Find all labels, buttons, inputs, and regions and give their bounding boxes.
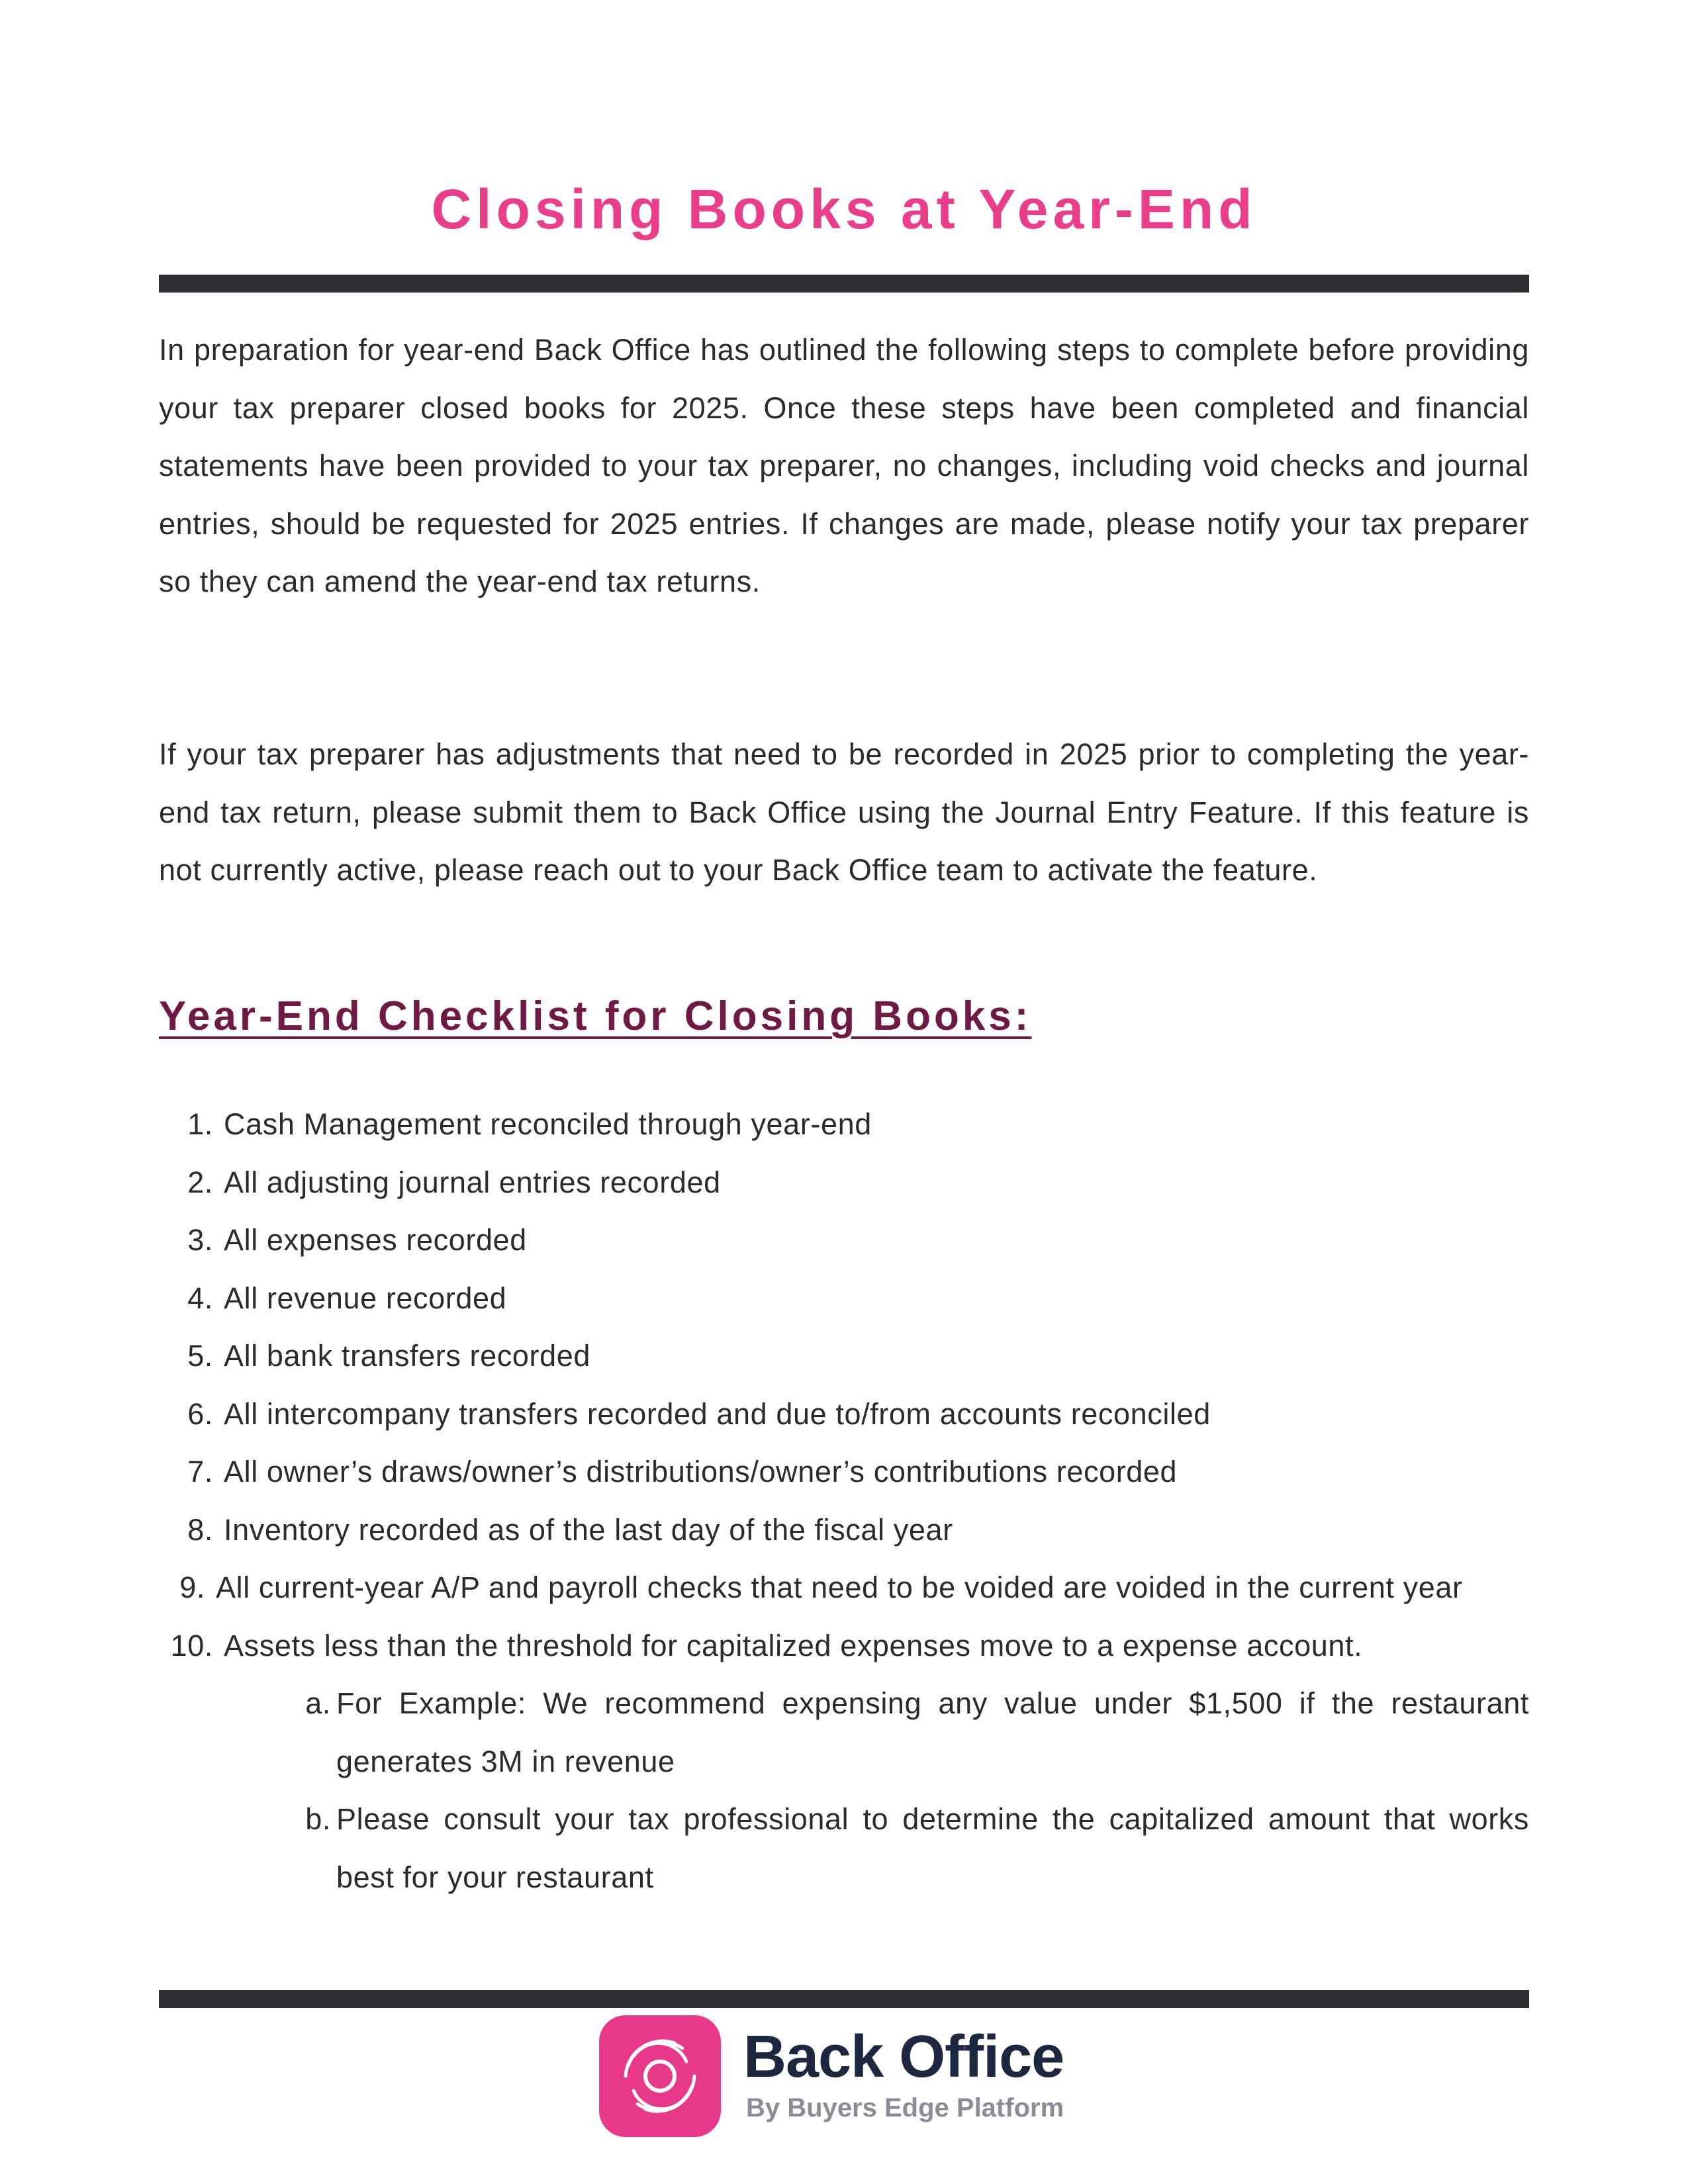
item-text: All intercompany transfers recorded and due to/from accounts reconciled: [224, 1396, 1211, 1431]
sub-item-letter: b.: [305, 1802, 331, 1836]
checklist-heading: Year-End Checklist for Closing Books:: [159, 993, 1032, 1039]
item-number: 9.: [179, 1570, 205, 1604]
checklist-item: [159, 1559, 1529, 1617]
sub-item-text: For Example: We recommend expensing any value under $1,500 if the restaurant generates 3M in revenue: [336, 1686, 1529, 1778]
item-number: 6.: [187, 1396, 213, 1431]
checklist-item: [159, 1617, 1529, 1907]
item-text: All current-year A/P and payroll checks that need to be voided are voided in the current year: [216, 1570, 1463, 1604]
item-text: Inventory recorded as of the last day of the fiscal year: [224, 1512, 953, 1547]
logo-name: Back Office: [743, 2024, 1064, 2090]
checklist-item: [159, 1443, 1529, 1501]
checklist-item: [159, 1501, 1529, 1559]
top-divider: [159, 275, 1529, 293]
sublist-item: [224, 1674, 1529, 1790]
intro-paragraph: In preparation for year-end Back Office has outlined the following steps to complete before providing your tax preparer closed books for 2025. Once these steps have been completed and financial statements have been provided to your tax preparer, no changes, including void checks and journal entries, should be requested for 2025 entries. If changes are made, please notify your tax preparer so they can amend the year-end tax returns.: [159, 333, 1529, 598]
checklist-sublist: [224, 1674, 1529, 1906]
item-text: All adjusting journal entries recorded: [224, 1165, 721, 1199]
item-text: Cash Management reconciled through year-end: [224, 1107, 872, 1141]
checklist-item: [159, 1269, 1529, 1328]
checklist: [159, 1095, 1529, 1906]
checklist-item: [159, 1095, 1529, 1154]
item-text: All expenses recorded: [224, 1223, 527, 1257]
sublist-item: [224, 1790, 1529, 1906]
item-text: All owner’s draws/owner’s distributions/owner’s contributions recorded: [224, 1455, 1178, 1488]
checklist-item: [159, 1327, 1529, 1385]
bottom-divider: [159, 1990, 1529, 2008]
back-office-logo-icon: [599, 2015, 721, 2137]
checklist-item: [159, 1211, 1529, 1269]
item-text: Assets less than the threshold for capitalized expenses move to a expense account.: [224, 1628, 1363, 1662]
logo-tagline: By Buyers Edge Platform: [746, 2093, 1064, 2122]
item-text: All bank transfers recorded: [224, 1339, 590, 1373]
item-number: 2.: [187, 1165, 213, 1199]
item-number: 5.: [187, 1339, 213, 1373]
item-number: 10.: [170, 1628, 213, 1662]
item-number: 7.: [187, 1455, 213, 1488]
adjustments-paragraph: If your tax preparer has adjustments that need to be recorded in 2025 prior to completing the year-end tax return, please submit them to Back Office using the Journal Entry Feature. If this feature is not currently active, please reach out to your Back Office team to activate the feature.: [159, 737, 1529, 887]
page-title: Closing Books at Year-End: [431, 178, 1257, 240]
checklist-item: [159, 1154, 1529, 1212]
footer-logo: [599, 2015, 1089, 2141]
item-number: 4.: [187, 1281, 213, 1315]
item-number: 8.: [187, 1512, 213, 1547]
item-number: 3.: [187, 1223, 213, 1257]
item-number: 1.: [187, 1107, 213, 1141]
sub-item-text: Please consult your tax professional to determine the capitalized amount that works best for your restaurant: [336, 1802, 1529, 1894]
checklist-item: [159, 1385, 1529, 1443]
sub-item-letter: a.: [305, 1686, 331, 1720]
item-text: All revenue recorded: [224, 1281, 507, 1315]
